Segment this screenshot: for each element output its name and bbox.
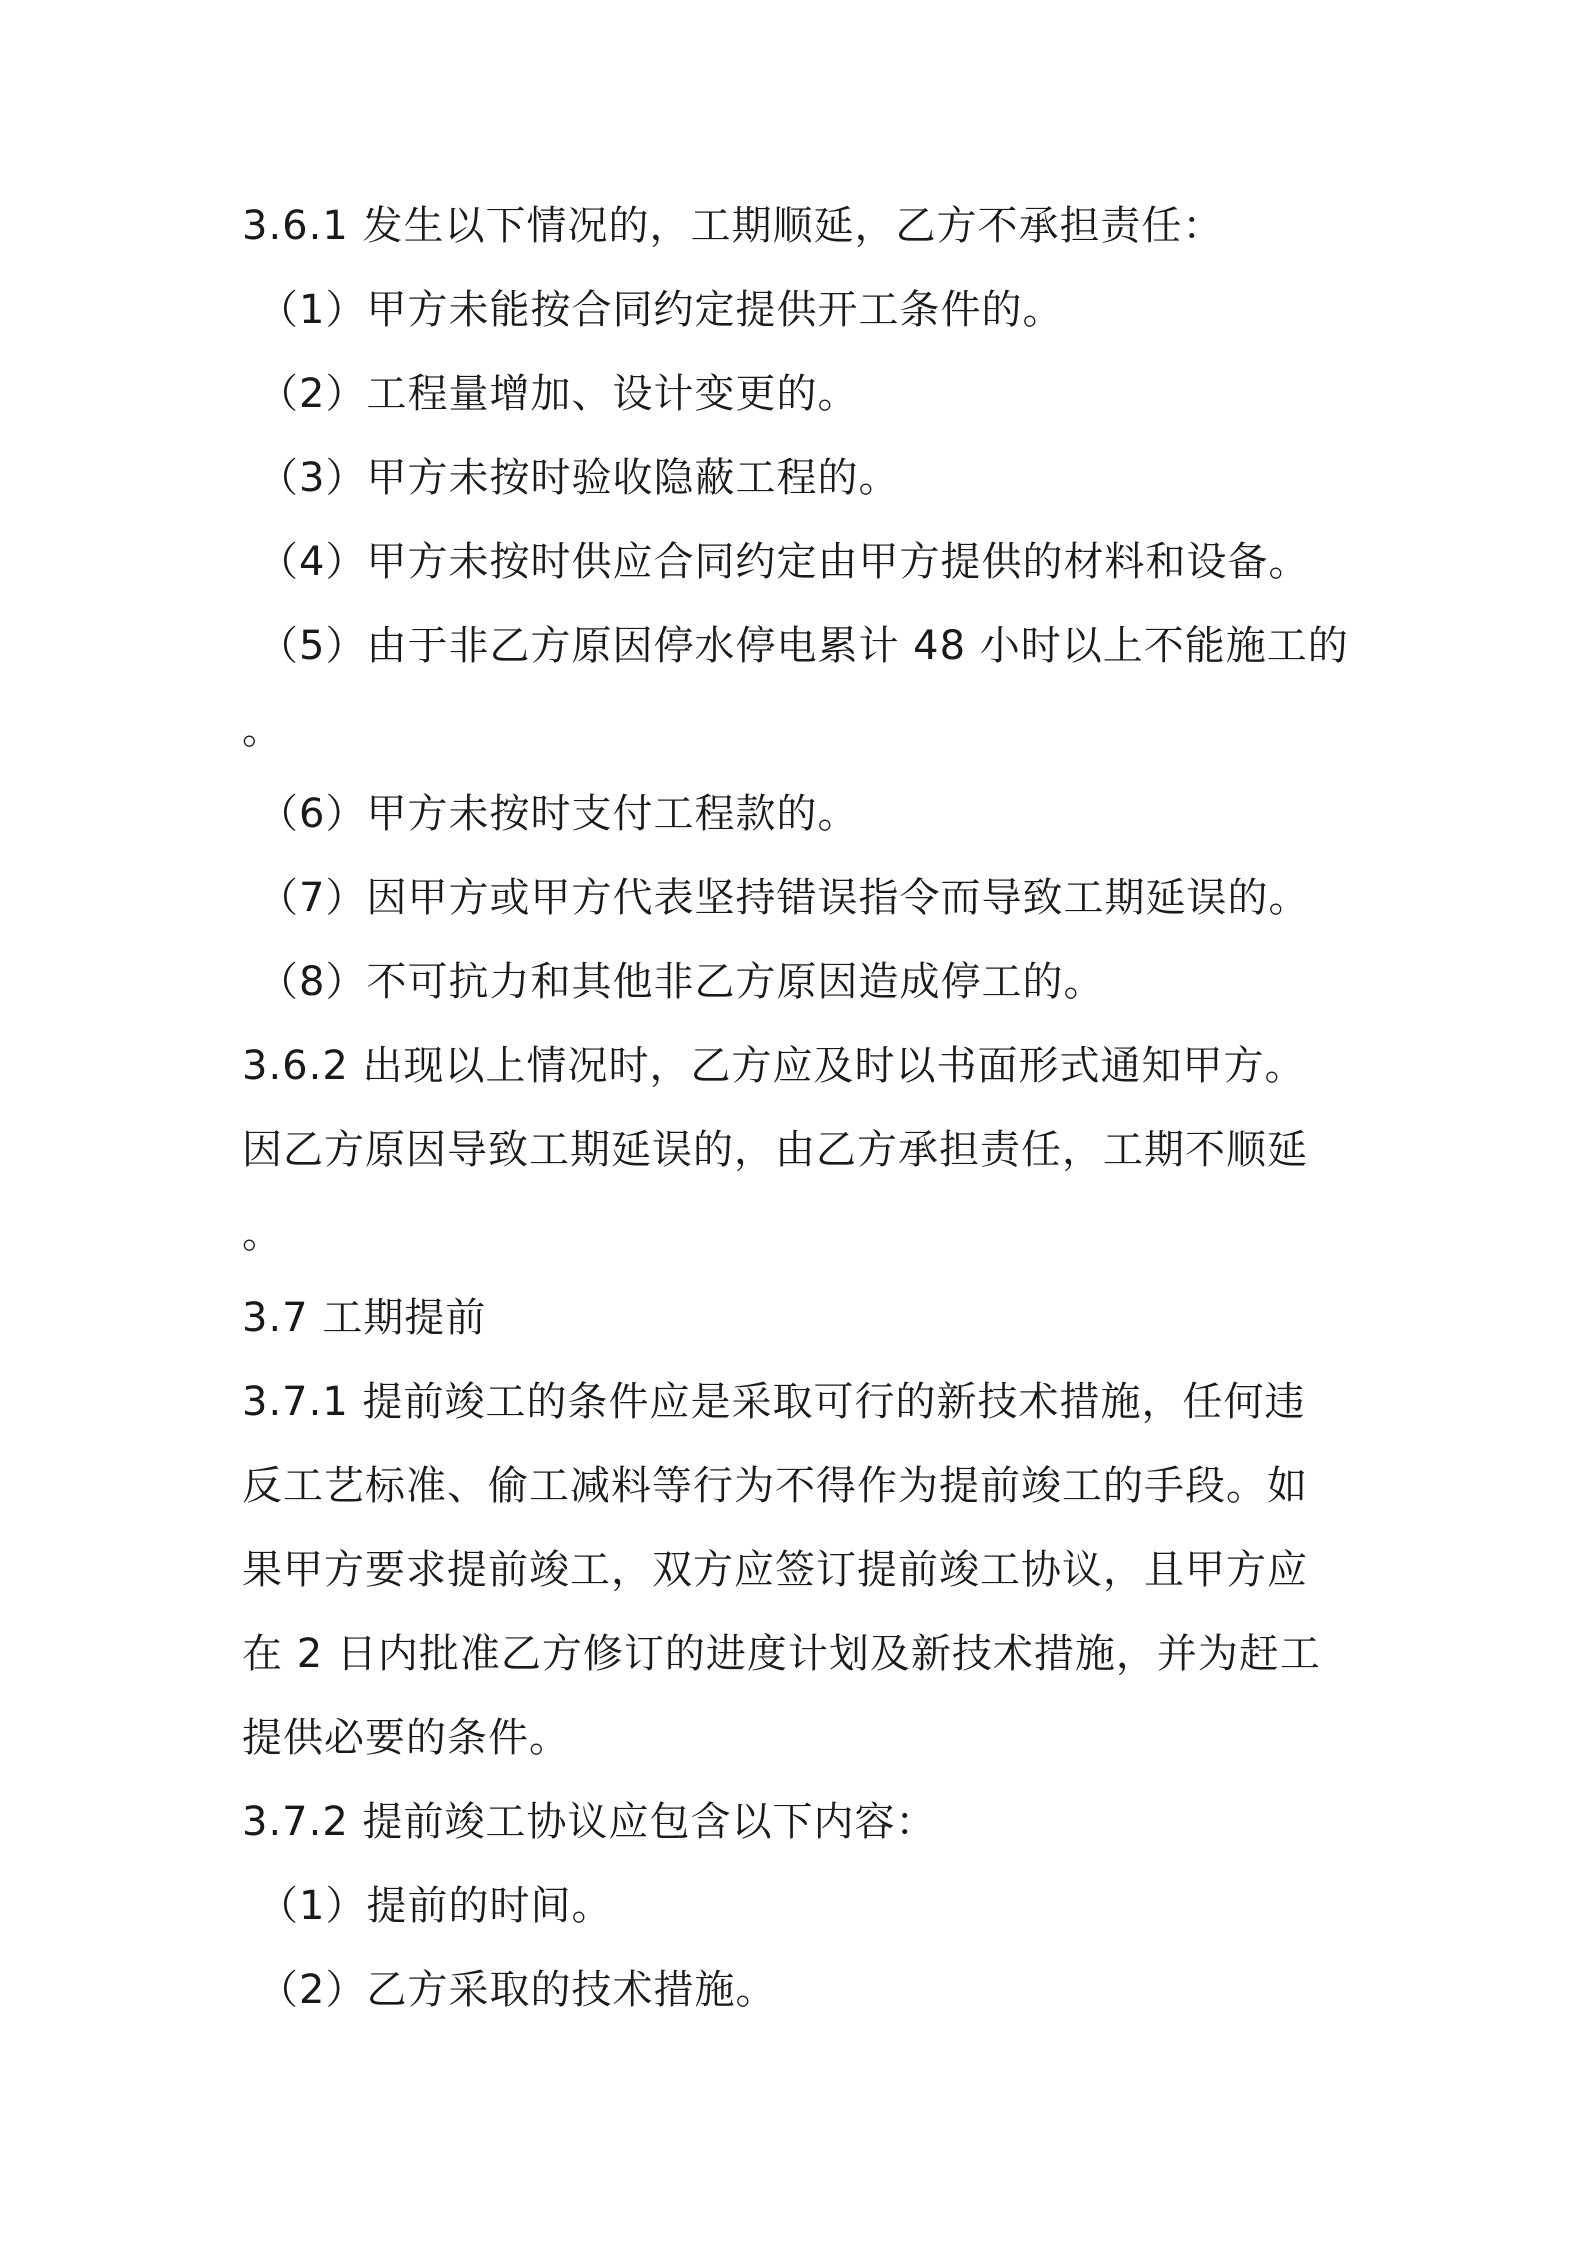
list-item-3: （3）甲方未按时验收隐蔽工程的。: [258, 455, 900, 501]
clause-3-6-2-continuation: 。: [242, 1211, 283, 1257]
agreement-item-1: （1）提前的时间。: [258, 1883, 613, 1929]
clause-3-6-1-heading: 3.6.1 发生以下情况的，工期顺延，乙方不承担责任：: [242, 203, 1224, 249]
list-item-7: （7）因甲方或甲方代表坚持错误指令而导致工期延误的。: [258, 875, 1310, 921]
clause-3-7-1-line-2: 反工艺标准、偷工减料等行为不得作为提前竣工的手段。如: [242, 1463, 1308, 1509]
clause-3-7-1-line-1: 3.7.1 提前竣工的条件应是采取可行的新技术措施，任何违: [242, 1379, 1306, 1425]
agreement-item-2: （2）乙方采取的技术措施。: [258, 1967, 777, 2013]
clause-3-7-1-line-3: 果甲方要求提前竣工，双方应签订提前竣工协议，且甲方应: [242, 1547, 1308, 1593]
clause-3-7-2-heading: 3.7.2 提前竣工协议应包含以下内容：: [242, 1799, 937, 1845]
clause-3-7-1-line-4: 在 2 日内批准乙方修订的进度计划及新技术措施，并为赶工: [242, 1631, 1321, 1677]
clause-3-6-2-line-1: 3.6.2 出现以上情况时，乙方应及时以书面形式通知甲方。: [242, 1043, 1306, 1089]
clause-3-7-1-line-5: 提供必要的条件。: [242, 1715, 570, 1761]
section-3-7-heading: 3.7 工期提前: [242, 1295, 487, 1341]
list-item-8: （8）不可抗力和其他非乙方原因造成停工的。: [258, 959, 1105, 1005]
list-item-4: （4）甲方未按时供应合同约定由甲方提供的材料和设备。: [258, 539, 1310, 585]
clause-3-6-2-line-2: 因乙方原因导致工期延误的，由乙方承担责任，工期不顺延: [242, 1127, 1308, 1173]
list-item-6: （6）甲方未按时支付工程款的。: [258, 791, 859, 837]
list-item-2: （2）工程量增加、设计变更的。: [258, 371, 859, 417]
list-item-5: （5）由于非乙方原因停水停电累计 48 小时以上不能施工的: [258, 623, 1349, 669]
list-item-1: （1）甲方未能按合同约定提供开工条件的。: [258, 287, 1064, 333]
list-item-5-continuation: 。: [242, 707, 283, 753]
